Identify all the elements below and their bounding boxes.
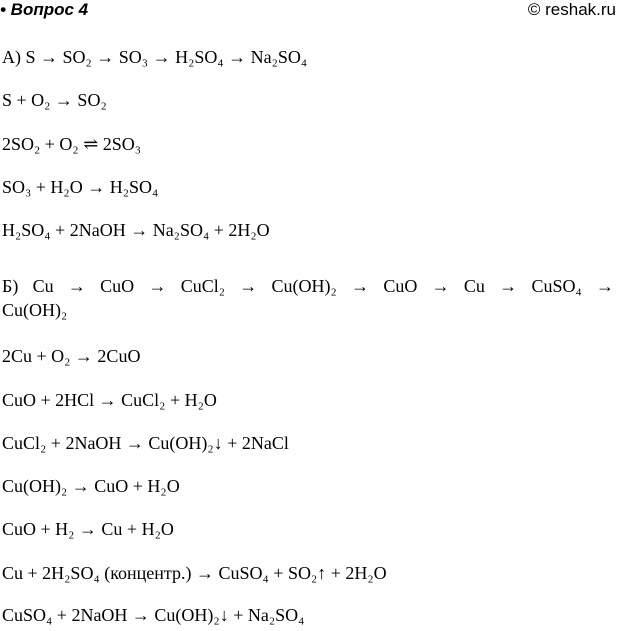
scheme-token: → — [596, 276, 614, 296]
part-b-equation-1: 2Cu + O₂ → 2CuO — [2, 346, 141, 366]
part-b-equation-7: CuSO₄ + 2NaOH → Cu(OH)₂↓ + Na₂SO₄ — [2, 605, 305, 625]
scheme-token: → — [431, 276, 450, 296]
scheme-token: CuO — [383, 276, 418, 296]
part-b-equation-4: Cu(OH)₂ → CuO + H₂O — [2, 476, 180, 496]
part-b-scheme — [2, 275, 614, 297]
part-b-equation-2: CuO + 2HCl → CuCl₂ + H₂O — [2, 390, 217, 410]
scheme-token: → — [351, 276, 370, 296]
part-b-equation-6: Cu + 2H₂SO₄ (концентр.) → CuSO₄ + SO₂↑ + 2H₂O — [2, 563, 387, 583]
watermark: © reshak.ru — [527, 0, 616, 19]
part-a-equation-1: S + O₂ → SO₂ — [2, 90, 107, 110]
part-b-equation-3: CuCl₂ + 2NaOH → Cu(OH)₂↓ + 2NaCl — [2, 433, 289, 453]
scheme-token: → — [239, 276, 258, 296]
scheme-token: → — [499, 276, 518, 296]
scheme-token: CuSO₄ — [531, 276, 582, 296]
part-a-equation-4: H₂SO₄ + 2NaOH → Na₂SO₄ + 2H₂O — [2, 220, 270, 240]
part-a-equation-2: 2SO₂ + O₂ ⇌ 2SO₃ — [2, 134, 142, 154]
scheme-token: → — [148, 276, 167, 296]
scheme-token: → — [67, 276, 86, 296]
scheme-token: Cu — [32, 276, 54, 296]
scheme-token: Б) — [2, 276, 19, 296]
part-a-scheme: А) S → SO₂ → SO₃ → H₂SO₄ → Na₂SO₄ — [2, 47, 308, 67]
part-b-scheme-tail: Cu(OH)₂ — [2, 300, 68, 320]
scheme-token: Cu — [463, 276, 485, 296]
scheme-token: CuCl₂ — [180, 276, 225, 296]
scheme-token: CuO — [100, 276, 135, 296]
page-header — [0, 0, 618, 24]
part-a-equation-3: SO₃ + H₂O → H₂SO₄ — [2, 177, 159, 197]
scheme-token: Cu(OH)₂ — [271, 276, 337, 296]
question-title: • Вопрос 4 — [0, 0, 89, 19]
part-b-equation-5: CuO + H₂ → Cu + H₂O — [2, 519, 174, 539]
